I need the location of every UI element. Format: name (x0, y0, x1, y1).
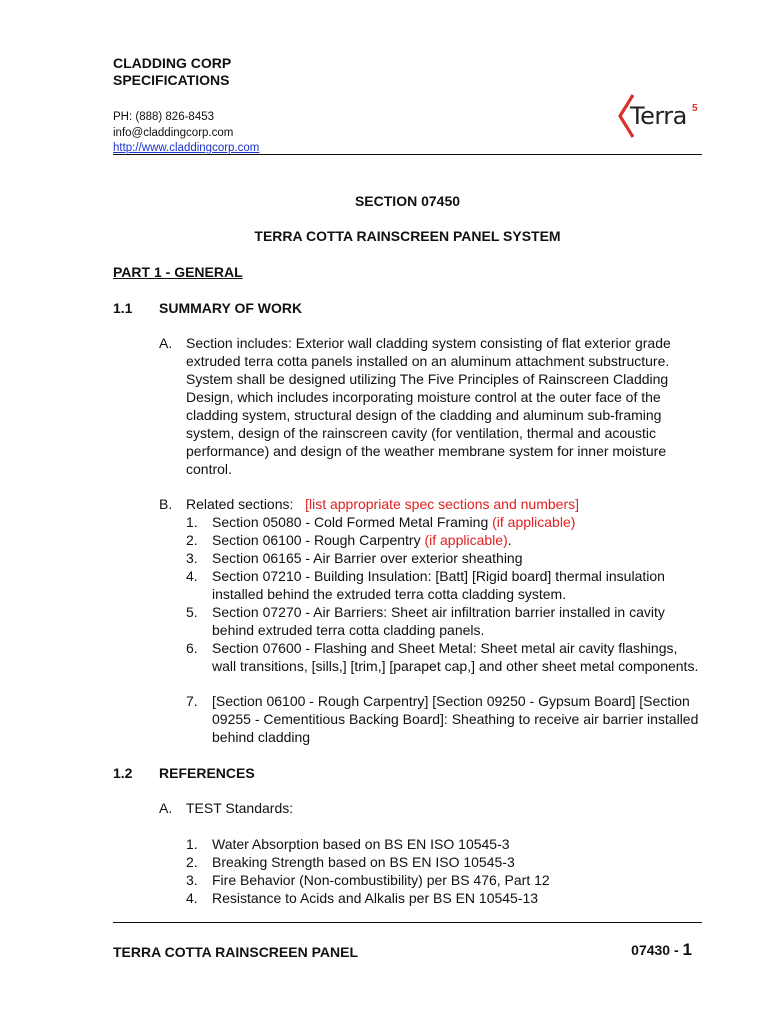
list-number: 3. (186, 550, 198, 566)
list-number: 6. (186, 640, 198, 656)
email-address: info@claddingcorp.com (113, 127, 234, 139)
list-item: Resistance to Acids and Alkalis per BS EN 10545-13 (212, 890, 539, 906)
section-number: SECTION 07450 (354, 193, 461, 209)
paragraph-marker: A. (159, 335, 173, 351)
list-item: Section 07270 - Air Barriers: Sheet air infiltration barrier installed in cavity behind extruded terra cotta cladding panels. (212, 604, 665, 638)
related-sections-note: [list appropriate spec sections and numbers] (305, 496, 580, 512)
list-item: Section 06165 - Air Barrier over exterior sheathing (212, 550, 523, 566)
list-item-text: Section 05080 - Cold Formed Metal Framing (212, 514, 489, 530)
phone-number: PH: (888) 826-8453 (113, 111, 215, 123)
list-item-note: (if applicable) (492, 514, 576, 530)
list-item (212, 513, 702, 531)
list-item: Water Absorption based on BS EN ISO 10545-3 (212, 836, 510, 852)
logo-text: Terra (630, 102, 687, 130)
company-name: CLADDING CORP (113, 55, 232, 71)
page-number (631, 940, 692, 960)
list-number: 2. (186, 532, 198, 548)
list-item-after: . (507, 532, 512, 548)
terra-logo (614, 92, 704, 142)
website-link[interactable]: http://www.claddingcorp.com (113, 142, 260, 154)
paragraph-marker: A. (159, 800, 173, 816)
logo-superscript: 5 (692, 103, 698, 114)
section-includes-paragraph: Section includes: Exterior wall cladding system consisting of flat exterior grade extruded terra cotta panels installed on an aluminum attachment substructure. System shall be designed utilizing The Five Principles of Rainscreen Cladding Design, which includes incorporating moisture control at the outer face of the cladding system, structural design of the cladding and aluminum sub-framing system, design of the rainscreen cavity (for ventilation, thermal and acoustic performance) and design of the weather membrane system for inner moisture control. (186, 335, 671, 477)
list-number: 3. (186, 872, 198, 888)
list-number: 1. (186, 836, 198, 852)
article-number: 1.2 (113, 765, 133, 781)
list-number: 1. (186, 514, 198, 530)
article-number: 1.1 (113, 300, 133, 316)
list-item-note: (if applicable) (424, 532, 508, 548)
list-item-text: Section 06100 - Rough Carpentry (212, 532, 421, 548)
list-number: 5. (186, 604, 198, 620)
list-item: Fire Behavior (Non-combustibility) per BS 476, Part 12 (212, 872, 550, 888)
list-item (212, 531, 702, 549)
list-item: Breaking Strength based on BS EN ISO 10545-3 (212, 854, 515, 870)
paragraph-marker: B. (159, 496, 173, 512)
section-title: TERRA COTTA RAINSCREEN PANEL SYSTEM (254, 228, 561, 244)
list-number: 7. (186, 693, 198, 709)
company-subtitle: SPECIFICATIONS (113, 72, 230, 88)
list-item: Section 07210 - Building Insulation: [Batt] [Rigid board] thermal insulation installed behind the extruded terra cotta cladding system. (212, 568, 665, 602)
page-prefix: 07430 - (631, 942, 679, 958)
list-item: [Section 06100 - Rough Carpentry] [Section 09250 - Gypsum Board] [Section 09255 - Cementitious Backing Board]: Sheathing to receive air barrier installed behind cladding (212, 693, 699, 745)
related-sections-label: Related sections: (186, 496, 294, 512)
list-number: 4. (186, 890, 198, 906)
test-standards-heading: TEST Standards: (186, 800, 294, 816)
list-number: 4. (186, 568, 198, 584)
header-divider (113, 154, 702, 155)
article-title: SUMMARY OF WORK (159, 300, 303, 316)
footer-title: TERRA COTTA RAINSCREEN PANEL (113, 944, 358, 960)
part-heading: PART 1 - GENERAL (113, 264, 243, 280)
article-title: REFERENCES (159, 765, 255, 781)
list-number: 2. (186, 854, 198, 870)
page-number-value: 1 (682, 940, 692, 959)
list-item: Section 07600 - Flashing and Sheet Metal: Sheet metal air cavity flashings, wall transitions, [sills,] [trim,] [parapet cap,] and other sheet metal components. (212, 640, 699, 674)
footer-divider (113, 922, 702, 923)
related-sections-heading (186, 495, 706, 513)
